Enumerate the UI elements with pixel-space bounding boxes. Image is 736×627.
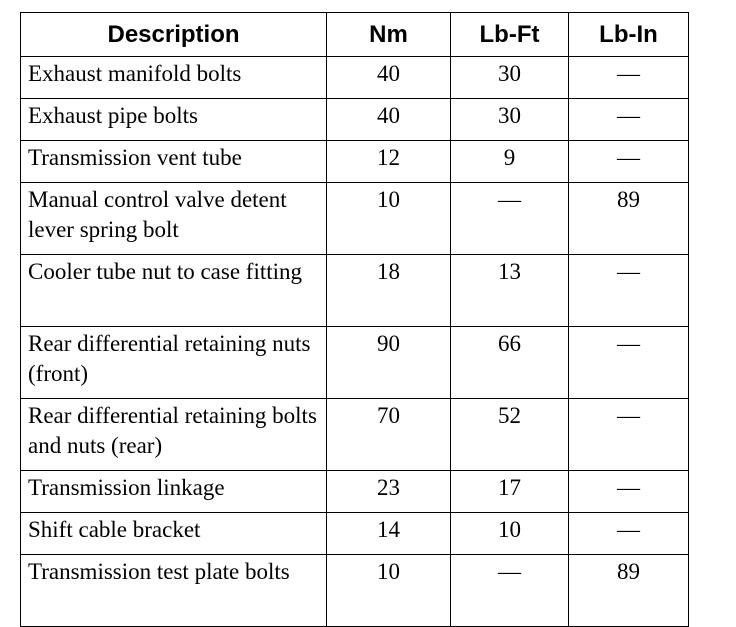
row-lbin: 89 <box>569 183 689 255</box>
row-description: Exhaust pipe bolts <box>21 99 327 141</box>
row-description: Shift cable bracket <box>21 513 327 555</box>
row-nm: 40 <box>327 99 451 141</box>
row-lbft: 17 <box>451 471 569 513</box>
header-nm: Nm <box>327 13 451 57</box>
table-row <box>21 141 689 183</box>
row-description: Transmission vent tube <box>21 141 327 183</box>
row-lbin: 89 <box>569 555 689 627</box>
row-lbft: 66 <box>451 327 569 399</box>
row-description: Exhaust manifold bolts <box>21 57 327 99</box>
row-lbin: — <box>569 513 689 555</box>
row-lbin: — <box>569 141 689 183</box>
row-nm: 90 <box>327 327 451 399</box>
torque-specifications-table <box>20 12 689 627</box>
row-lbft: 13 <box>451 255 569 327</box>
table-row <box>21 183 689 255</box>
row-lbin: — <box>569 255 689 327</box>
row-nm: 23 <box>327 471 451 513</box>
row-nm: 70 <box>327 399 451 471</box>
row-description: Manual control valve detent lever spring bolt <box>21 183 327 255</box>
row-nm: 40 <box>327 57 451 99</box>
header-lbft: Lb-Ft <box>451 13 569 57</box>
table-row <box>21 255 689 327</box>
row-description: Rear differential retaining nuts (front) <box>21 327 327 399</box>
row-lbft: 30 <box>451 99 569 141</box>
row-nm: 10 <box>327 555 451 627</box>
row-lbin: — <box>569 471 689 513</box>
row-lbft: — <box>451 555 569 627</box>
table-row <box>21 399 689 471</box>
row-description: Transmission test plate bolts <box>21 555 327 627</box>
row-lbin: — <box>569 399 689 471</box>
row-lbft: 30 <box>451 57 569 99</box>
table-row <box>21 555 689 627</box>
table-row <box>21 57 689 99</box>
header-lbin: Lb-In <box>569 13 689 57</box>
row-description: Cooler tube nut to case fitting <box>21 255 327 327</box>
row-nm: 12 <box>327 141 451 183</box>
header-description: Description <box>21 13 327 57</box>
row-description: Transmission linkage <box>21 471 327 513</box>
row-lbin: — <box>569 327 689 399</box>
row-lbin: — <box>569 57 689 99</box>
row-nm: 14 <box>327 513 451 555</box>
table-row <box>21 99 689 141</box>
table-row <box>21 471 689 513</box>
table-row <box>21 327 689 399</box>
row-lbin: — <box>569 99 689 141</box>
row-lbft: 10 <box>451 513 569 555</box>
row-description: Rear differential retaining bolts and nuts (rear) <box>21 399 327 471</box>
table-row <box>21 513 689 555</box>
row-nm: 18 <box>327 255 451 327</box>
row-nm: 10 <box>327 183 451 255</box>
row-lbft: — <box>451 183 569 255</box>
row-lbft: 9 <box>451 141 569 183</box>
table-header-row <box>21 13 689 57</box>
row-lbft: 52 <box>451 399 569 471</box>
